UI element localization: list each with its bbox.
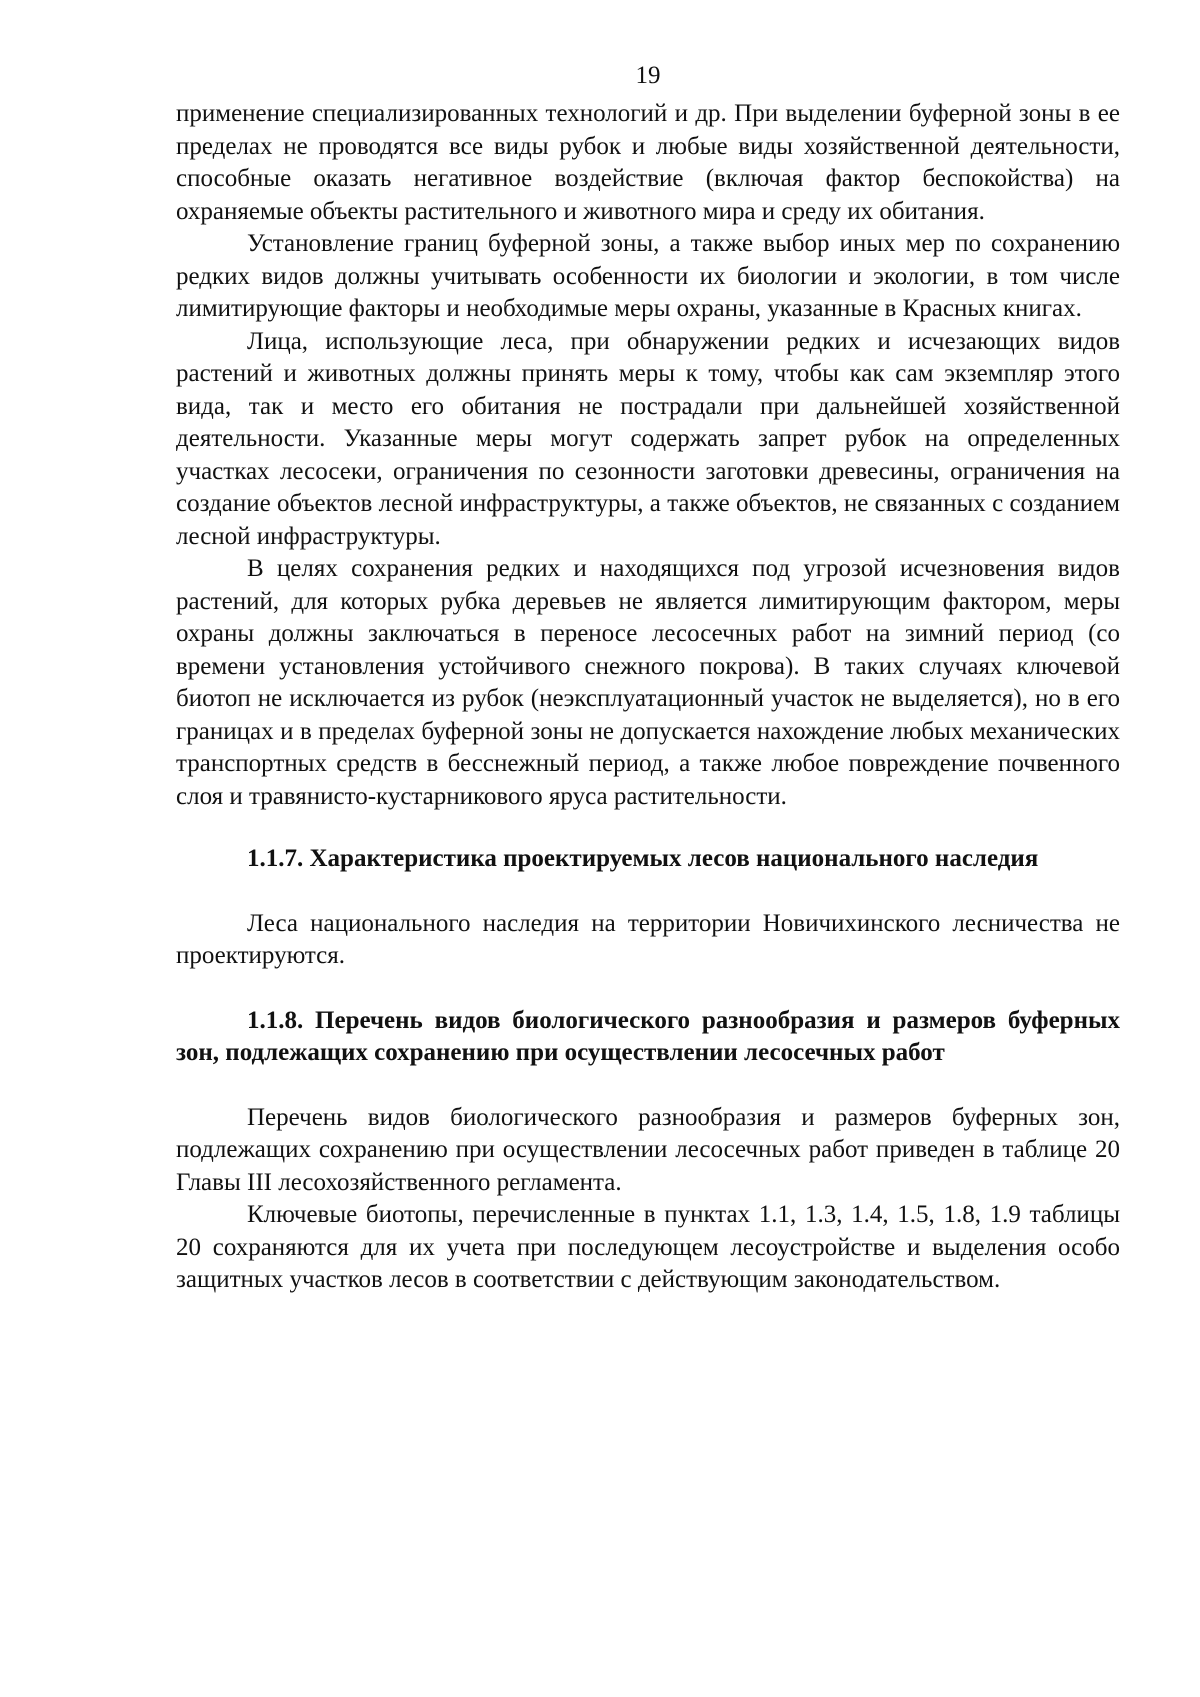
paragraph-buffer-zone-boundaries: Установление границ буферной зоны, а также выбор иных мер по сохранению редких видов должны учитывать особенности их биологии и экологии, в том числе лимитирующие факторы и необходимые меры охраны, указанные в Красных книгах. xyxy=(176,230,1120,322)
section-heading-1-1-8: 1.1.8. Перечень видов биологического разнообразия и размеров буферных зон, подлежащих сохранению при осуществлении лесосечных работ xyxy=(176,1006,1120,1066)
document-page xyxy=(176,60,1120,1297)
page-number: 19 xyxy=(635,62,661,89)
paragraph-winter-logging: В целях сохранения редких и находящихся под угрозой исчезновения видов растений, для которых рубка деревьев не является лимитирующим фактором, меры охраны должны заключаться в переносе лесосечных работ на зимний период (со времени установления устойчивого снежного покрова). В таких случаях ключевой биотоп не исключается из рубок (неэксплуатационный участок не выделяется), но в его границах и в пределах буферной зоны не допускается нахождение любых механических транспортных средств в бесснежный период, а также любое повреждение почвенного слоя и травянисто-кустарникового яруса растительности. xyxy=(176,555,1120,810)
section-1-1-7-text: Леса национального наследия на территории Новичихинского лесничества не проектируются. xyxy=(176,909,1120,969)
section-heading-1-1-7: 1.1.7. Характеристика проектируемых лесов национального наследия xyxy=(247,845,1039,872)
paragraph-forest-users-measures: Лица, использующие леса, при обнаружении редких и исчезающих видов растений и животных должны принять меры к тому, чтобы как сам экземпляр этого вида, так и место его обитания не пострадали при дальнейшей хозяйственной деятельности. Указанные меры могут содержать запрет рубок на определенных участках лесосеки, ограничения по сезонности заготовки древесины, ограничения на создание объектов лесной инфраструктуры, а также объектов, не связанных с созданием лесной инфраструктуры. xyxy=(176,327,1120,550)
paragraph-continuation: применение специализированных технологий и др. При выделении буферной зоны в ее пределах не проводятся все виды рубок и любые виды хозяйственной деятельности, способные оказать негативное воздействие (включая фактор беспокойства) на охраняемые объекты растительного и животного мира и среду их обитания. xyxy=(176,100,1120,225)
section-1-1-8-text-2: Ключевые биотопы, перечисленные в пунктах 1.1, 1.3, 1.4, 1.5, 1.8, 1.9 таблицы 20 сохраняются для их учета при последующем лесоустройстве и выделения особо защитных участков лесов в соответствии с действующим законодательством. xyxy=(176,1201,1120,1293)
section-1-1-8-text-1: Перечень видов биологического разнообразия и размеров буферных зон, подлежащих сохранению при осуществлении лесосечных работ приведен в таблице 20 Главы III лесохозяйственного регламента. xyxy=(176,1103,1120,1196)
